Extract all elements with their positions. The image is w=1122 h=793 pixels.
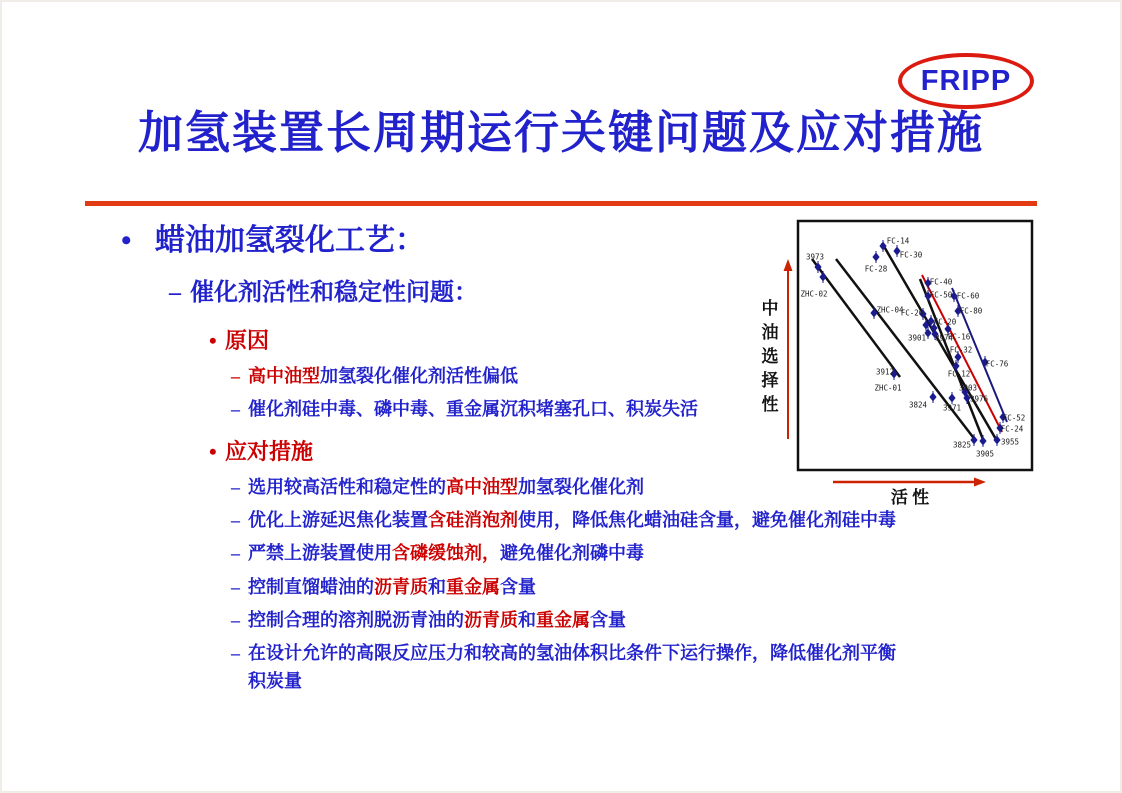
dash-icon: – <box>231 510 240 530</box>
point-label: FC-60 <box>956 291 980 301</box>
text-run: 催化剂硅中毒、磷中毒、重金属沉积堵塞孔口、积炭失活 <box>248 399 698 419</box>
x-axis-arrowhead <box>974 478 986 487</box>
text-run: 严禁上游装置使用 <box>248 543 392 563</box>
page-title: 加氢装置长周期运行关键问题及应对措施 <box>137 108 984 158</box>
text-run: 高中油型 <box>446 477 518 497</box>
text-run: 含硅消泡剂 <box>428 510 518 530</box>
point-label: ZHC-01 <box>874 383 902 393</box>
point-label: 3825 <box>952 440 972 450</box>
point-label: FC-32 <box>949 345 973 355</box>
point-label: FC-12 <box>947 369 971 379</box>
point-label: FC-80 <box>959 306 983 316</box>
text-run: 重金属 <box>536 610 590 630</box>
point-label: 3973 <box>805 252 825 262</box>
text-run: 催化剂活性和稳定性问题： <box>190 280 478 306</box>
row-text <box>248 366 518 387</box>
text-run: 加氢裂化催化剂活性偏低 <box>320 366 518 386</box>
row-text <box>225 439 313 464</box>
row-text <box>248 543 644 564</box>
text-run: 含量 <box>500 577 536 597</box>
dash-icon: – <box>231 643 240 663</box>
point-label: FC-40 <box>929 277 953 287</box>
row-text <box>248 399 698 420</box>
title-divider <box>85 201 1037 206</box>
text-run: 高中油型 <box>248 366 320 386</box>
point-label: ZHC-02 <box>800 289 828 299</box>
text-run: 在设计允许的高限反应压力和较高的氢油体积比条件下运行操作，降低催化剂平衡 <box>248 643 896 663</box>
text-run: 蜡油加氢裂化工艺： <box>155 224 425 257</box>
text-run: 积炭量 <box>248 671 302 691</box>
dash-icon: – <box>231 577 240 597</box>
dash-icon: – <box>231 399 240 419</box>
dash-icon: – <box>231 543 240 563</box>
point-label: FC-16 <box>947 332 971 342</box>
text-run: 沥青质 <box>374 577 428 597</box>
row-text <box>248 643 896 664</box>
point-label: 3905 <box>975 449 995 459</box>
dash-icon: – <box>231 366 240 386</box>
text-run: 选用较高活性和稳定性的 <box>248 477 446 497</box>
text-run: 沥青质 <box>464 610 518 630</box>
text-run: 优化上游延迟焦化装置 <box>248 510 428 530</box>
text-run: 应对措施 <box>225 439 314 464</box>
row-text <box>225 328 269 353</box>
y-axis-label-char: 性 <box>761 395 779 414</box>
text-run: 使用，降低焦化蜡油硅含量，避免催化剂硅中毒 <box>518 510 896 530</box>
point-label: 3976 <box>969 394 989 404</box>
point-label: FC-24 <box>1000 424 1024 434</box>
text-run: 控制直馏蜡油的 <box>248 577 374 597</box>
point-label: FC-52 <box>1002 413 1026 423</box>
point-label: 3903 <box>958 383 978 393</box>
y-axis-label-char: 择 <box>761 371 779 390</box>
fripp-logo-text: FRIPP <box>920 64 1012 97</box>
text-run: 控制合理的溶剂脱沥青油的 <box>248 610 464 630</box>
row-text <box>248 510 896 531</box>
bullet-icon: • <box>121 224 132 257</box>
y-axis-label-char: 选 <box>761 347 779 366</box>
dash-icon: – <box>169 280 181 306</box>
point-label: FC-30 <box>899 250 923 260</box>
point-label: 3912 <box>875 367 895 377</box>
text-run: 避免催化剂磷中毒 <box>500 543 644 563</box>
dash-icon: – <box>231 610 240 630</box>
y-axis-label-char: 油 <box>761 323 779 342</box>
point-label: FC-76 <box>985 359 1009 369</box>
text-run: 原因 <box>225 328 270 353</box>
text-run: 重金属 <box>446 577 500 597</box>
point-label: 3824 <box>908 400 928 410</box>
point-label: 3974 <box>934 333 954 343</box>
text-run: 加氢裂化催化剂 <box>518 477 644 497</box>
point-label: 3955 <box>1000 437 1020 447</box>
text-run: 和 <box>518 610 536 630</box>
point-label: 3971 <box>942 403 962 413</box>
bullet-icon: • <box>209 439 217 464</box>
point-label: FC-26 <box>900 308 924 318</box>
row-text <box>248 610 626 631</box>
selectivity-activity-chart <box>750 215 1040 510</box>
point-label: FC-28 <box>864 264 888 274</box>
point-label: 3901 <box>907 333 927 343</box>
text-run: 和 <box>428 577 446 597</box>
text-run: 含磷缓蚀剂， <box>392 543 500 563</box>
dash-icon: – <box>231 477 240 497</box>
point-label: FC-14 <box>886 236 910 246</box>
bullet-icon: • <box>209 328 217 353</box>
point-label: FC-20 <box>933 317 957 327</box>
row-text <box>248 671 302 692</box>
row-text <box>155 224 425 259</box>
point-label: ZHC-04 <box>876 305 904 315</box>
row-text <box>248 577 536 598</box>
y-axis-label-char: 中 <box>761 299 779 318</box>
y-axis-arrowhead <box>784 259 793 271</box>
text-run: 含量 <box>590 610 626 630</box>
row-text <box>248 477 644 498</box>
row-text <box>190 280 478 308</box>
point-label: FC-50 <box>929 290 953 300</box>
x-axis-label: 活 性 <box>890 488 930 507</box>
